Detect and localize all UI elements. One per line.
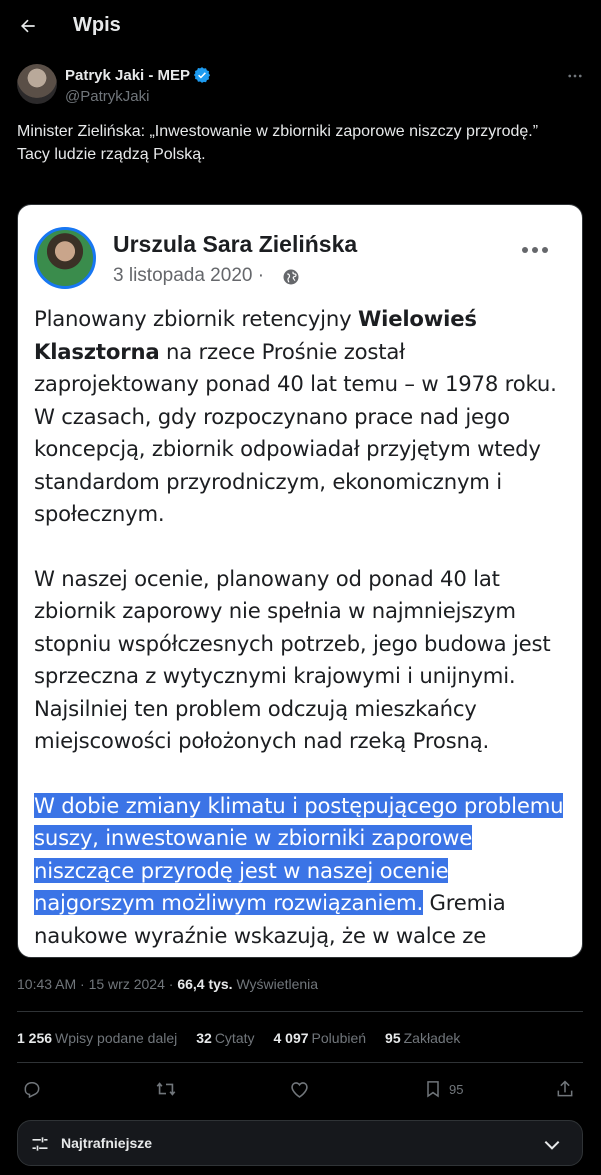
page-title: Wpis (73, 14, 121, 36)
like-button[interactable] (289, 1076, 310, 1102)
chevron-down-icon (542, 1135, 562, 1155)
bookmark-button[interactable] (423, 1076, 463, 1102)
tweet-meta (17, 976, 318, 992)
fb-paragraph-3 (34, 790, 574, 953)
bookmarks-stat[interactable] (385, 1030, 460, 1046)
repost-icon (155, 1078, 177, 1100)
top-bar (0, 0, 601, 53)
fb-post-body (34, 303, 574, 958)
bookmarks-label: Zakładek (403, 1030, 461, 1046)
tweet-author (17, 64, 587, 108)
repost-button[interactable] (155, 1076, 177, 1102)
divider (17, 1011, 583, 1012)
arrow-left-icon (18, 16, 38, 36)
reposts-label: Wpisy podane dalej (55, 1030, 178, 1046)
fb-paragraph-2: W naszej ocenie, planowany od ponad 40 lat zbiornik zaporowy nie spełnia w najmniejszym stopniu współczesnych potrzeb, jego budowa jest sprzeczna z wytycznymi krajowymi i unijnymi. Najsilniej ten problem odczują mieszkańcy miejscowości położonych nad rzeką Prosną. (34, 565, 551, 753)
author-handle[interactable]: @PatrykJaki (65, 88, 150, 105)
reply-icon (22, 1079, 42, 1099)
engagement-stats (17, 1030, 460, 1046)
likes-stat[interactable] (274, 1030, 367, 1046)
back-button[interactable] (14, 12, 42, 40)
fb-more-icon (520, 245, 550, 255)
fb-p1-rest: na rzece Prośnie został zaprojektowany ponad 40 lat temu – w 1978 roku. W czasach, gdy rozpoczynano prace nad jego koncepcją, zbiornik odpowiadał przyjętym wtedy standardom przyrodniczym, ekonomicznym i społecznym. (34, 338, 557, 526)
fb-post-date: 3 listopada 2020 · (113, 265, 265, 286)
heart-icon (289, 1079, 310, 1100)
tweet-text (17, 120, 577, 166)
reply-button[interactable] (22, 1076, 42, 1102)
tweet-media-image[interactable] (17, 204, 583, 958)
tweet-actions (17, 1076, 583, 1102)
sliders-icon (30, 1134, 50, 1154)
divider (17, 1062, 583, 1063)
fb-p1-text: Planowany zbiornik retencyjny (34, 306, 358, 331)
author-name[interactable]: Patryk Jaki - MEP (65, 67, 191, 84)
fb-avatar (34, 227, 96, 289)
bookmark-count: 95 (449, 1081, 464, 1097)
fb-p3-rest: Gremia naukowe wyraźnie wskazują, że w walce ze (34, 890, 506, 948)
more-options-button[interactable] (563, 64, 587, 88)
tweet-line: Tacy ludzie rządzą Polską. (17, 146, 206, 163)
avatar[interactable] (17, 64, 57, 104)
likes-label: Polubień (311, 1030, 367, 1046)
fb-p1-bold: Wielowieś Klasztorna (34, 306, 477, 364)
share-button[interactable] (555, 1076, 575, 1102)
fb-author-name: Urszula Sara Zielińska (113, 231, 358, 257)
quotes-label: Cytaty (214, 1030, 255, 1046)
bookmark-icon (423, 1079, 443, 1099)
tweet-line: Minister Zielińska: „Inwestowanie w zbiorniki zaporowe niszczy przyrodę.” (17, 123, 539, 140)
likes-count: 4 097 (273, 1030, 309, 1046)
quotes-stat[interactable] (196, 1030, 254, 1046)
reply-sort-selector[interactable] (17, 1120, 583, 1166)
views-label: Wyświetlenia (232, 976, 319, 992)
verified-badge-icon[interactable] (193, 66, 211, 84)
views-count: 66,4 tys. (177, 976, 233, 992)
quotes-count: 32 (196, 1030, 212, 1046)
more-horizontal-icon (566, 67, 584, 85)
globe-icon (282, 268, 300, 286)
share-icon (555, 1079, 575, 1099)
reposts-stat[interactable] (17, 1030, 177, 1046)
fb-paragraph-1 (34, 303, 574, 531)
reposts-count: 1 256 (17, 1030, 53, 1046)
fb-highlighted-text: W dobie zmiany klimatu i postępującego problemu suszy, inwestowanie w zbiorniki zaporowe niszczące przyrodę jest w naszej ocenie najgorszym możliwym rozwiązaniem. (34, 792, 564, 915)
sort-label: Najtrafniejsze (61, 1135, 153, 1151)
tweet-timestamp[interactable]: 10:43 AM · 15 wrz 2024 · (17, 976, 178, 992)
bookmarks-count: 95 (385, 1030, 401, 1046)
